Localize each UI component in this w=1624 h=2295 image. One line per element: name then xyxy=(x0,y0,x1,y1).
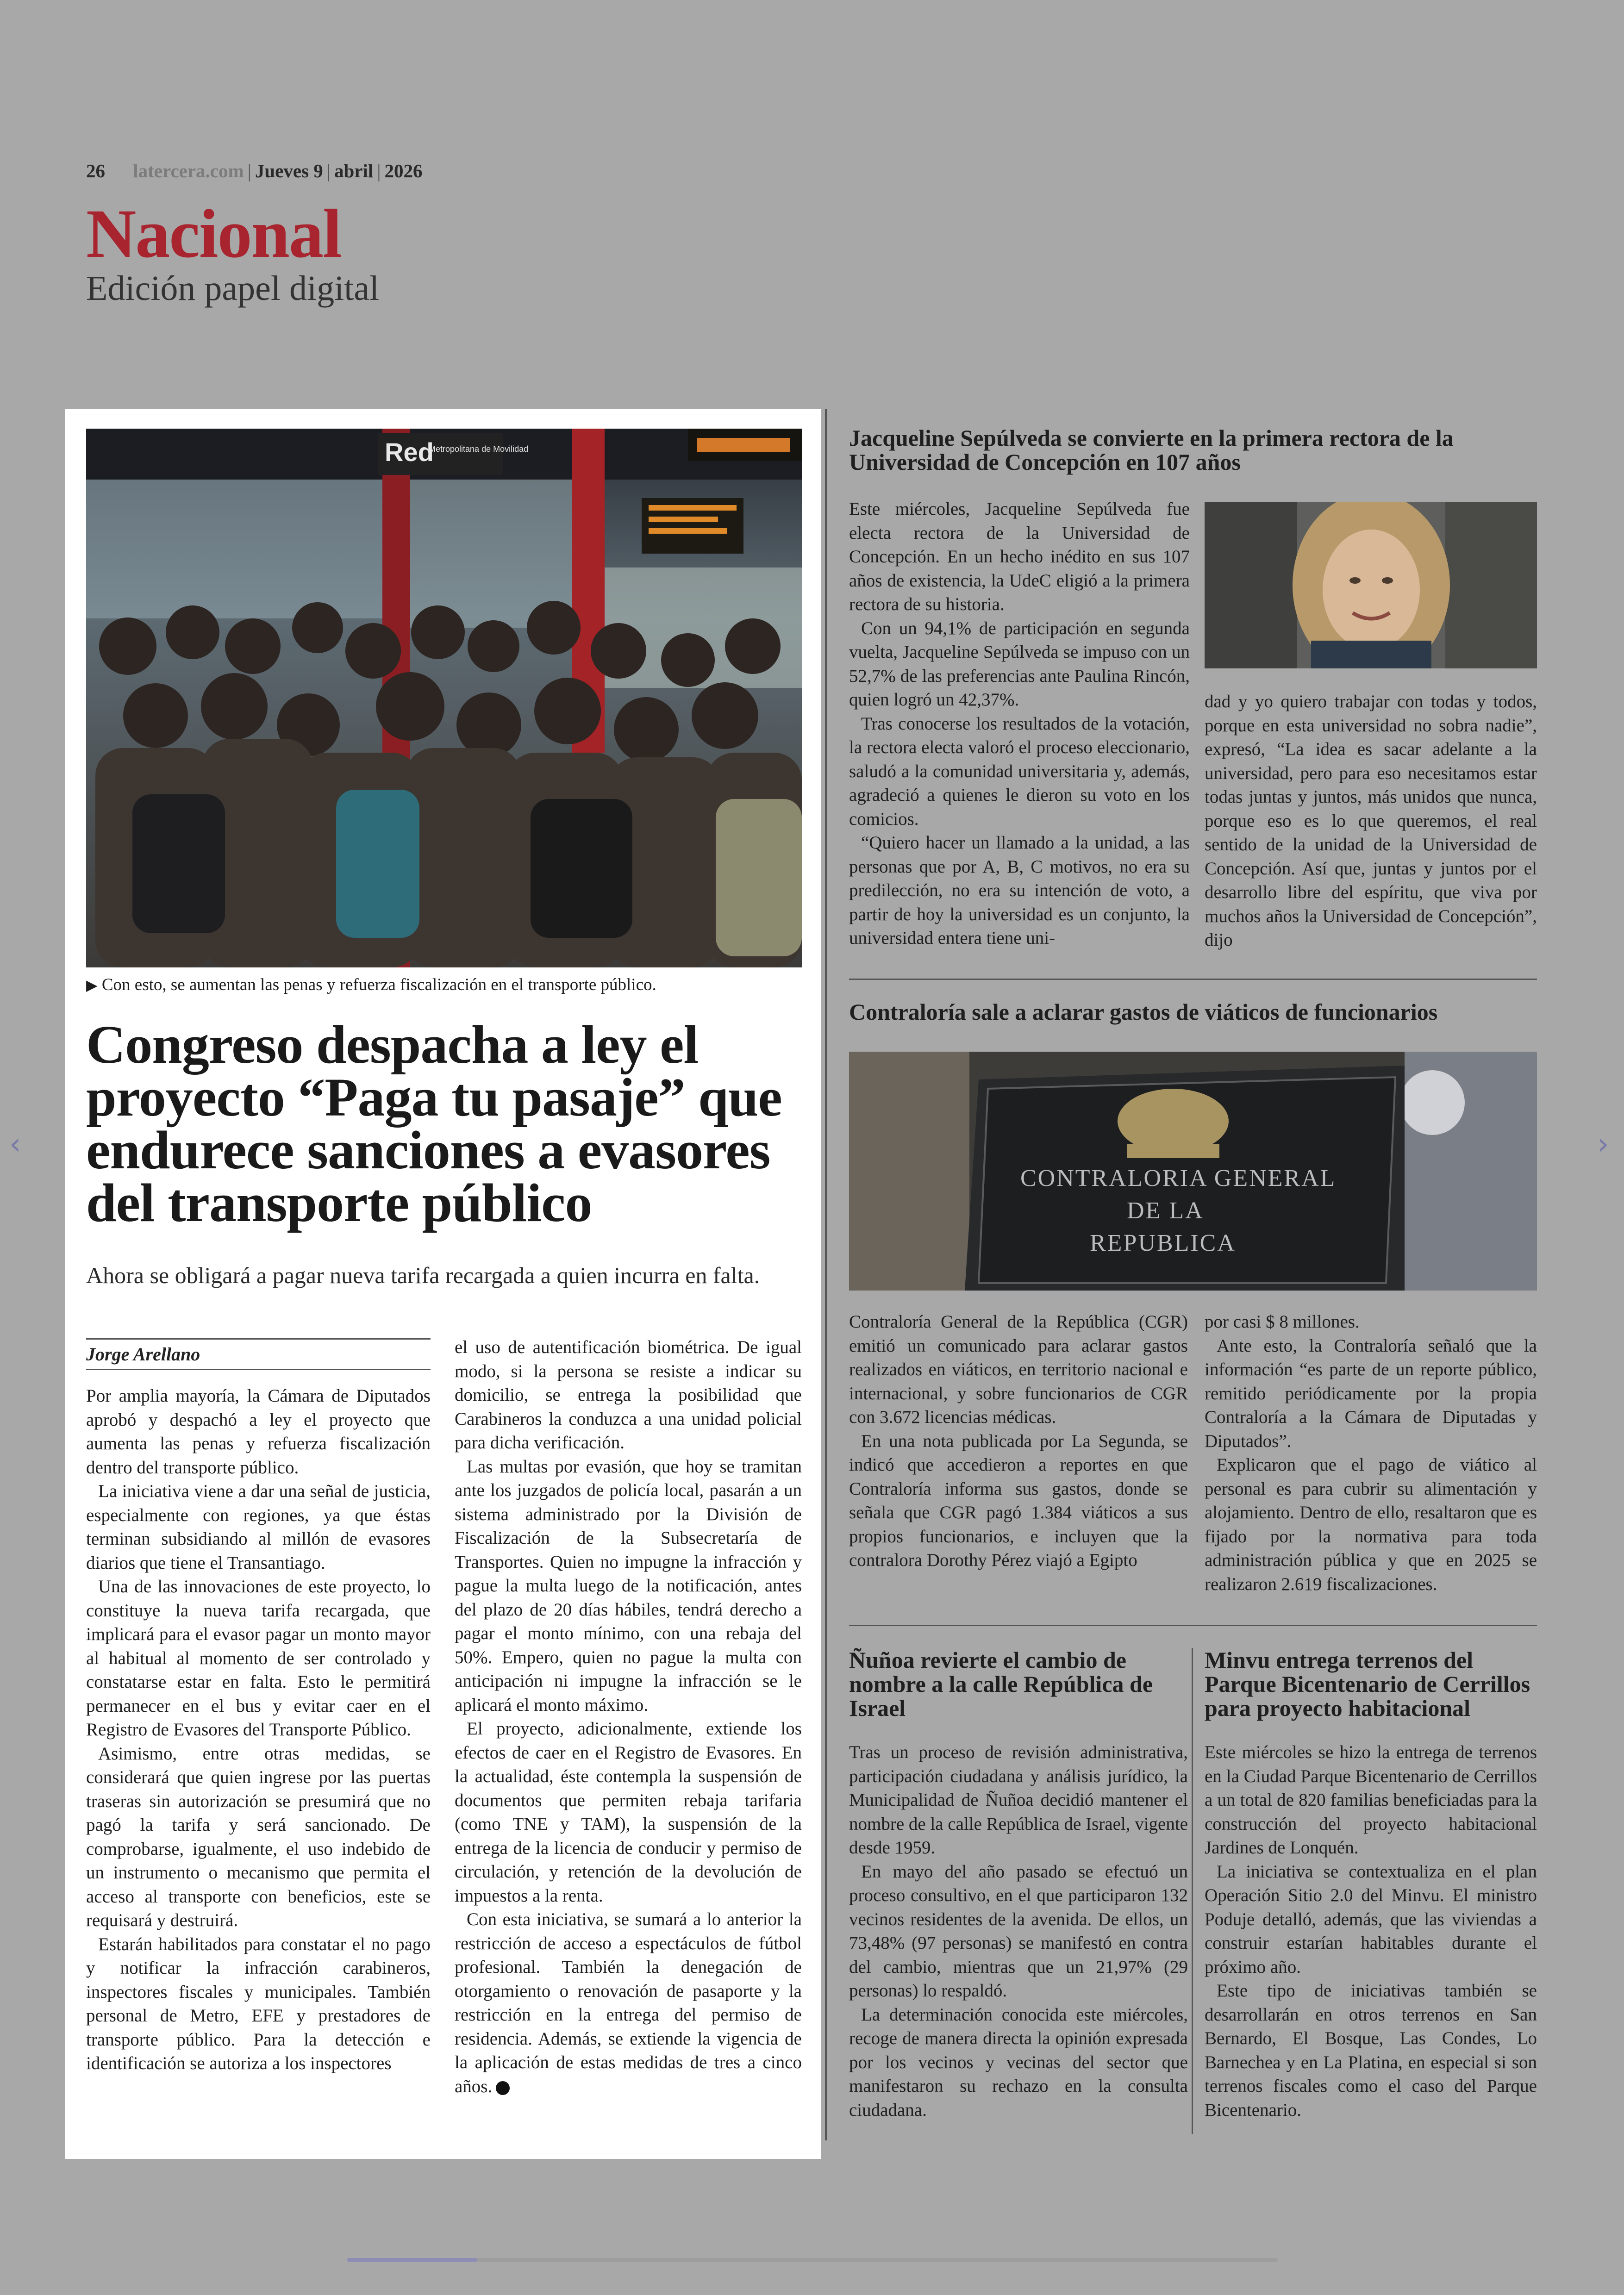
month: abril xyxy=(334,160,374,181)
section-rule xyxy=(849,979,1537,980)
rector-paragraph: Tras conocerse los resultados de la votación, la rectora electa valoró el proceso eleccionario, saludó a la comunidad universitaria y, además, agradeció a quienes le dieron su voto en los comicios. xyxy=(849,713,1190,829)
column-divider xyxy=(1192,1648,1193,2134)
rector-paragraph: Este miércoles, Jacqueline Sepúlveda fue electa rectora de la Universidad de Concepción. En un hecho inédito en sus 107 años de existencia, la UdeC eligió a la primera rectora de su historia. xyxy=(849,499,1190,614)
main-paragraph xyxy=(455,1908,802,2098)
svg-text:REPUBLICA: REPUBLICA xyxy=(1090,1230,1236,1256)
cgr-paragraph: Contraloría General de la República (CGR) emitió un comunicado para aclarar gastos realizados en viáticos, en territorio nacional e internacional, y sobre funcionarios de CGR con 3.672 licencias médicas. xyxy=(849,1312,1188,1427)
svg-text:DE LA: DE LA xyxy=(1127,1197,1204,1224)
page-number: 26 xyxy=(86,160,105,181)
contraloria-sign-photo xyxy=(849,1052,1537,1291)
section-rule xyxy=(849,1625,1537,1626)
main-paragraph: El proyecto, adicionalmente, extiende los efectos de caer en el Registro de Evasores. En la actualidad, éste contempla la suspensión de documentos que permiten rebaja tarifaria (como TNE y TAM), la suspensión de la entrega de la licencia de conducir y permiso de circulación, y retención de la devolución de impuestos a la renta. xyxy=(455,1719,802,1906)
cgr-paragraph: por casi $ 8 millones. xyxy=(1205,1312,1360,1332)
cgr-paragraph: Explicaron que el pago de viático al personal es para cubrir su alimentación y alojamiento. Dentro de ello, resaltaron que es fijado por la normativa para toda administración pública y que en 2025 se realizaron 2.619 fiscalizaciones. xyxy=(1205,1455,1537,1594)
minvu-headline: Minvu entrega terrenos del Parque Bicentenario de Cerrillos para proyecto habitacional xyxy=(1205,1647,1530,1721)
rector-paragraph: Con un 94,1% de participación en segunda vuelta, Jacqueline Sepúlveda se impuso con un 52,7% de las preferencias ante Paulina Rincón, quien logró un 42,37%. xyxy=(849,618,1190,710)
column-divider xyxy=(825,409,827,2140)
nunoa-paragraph: Tras un proceso de revisión administrativa, participación ciudadana y análisis jurídico, la Municipalidad de Ñuñoa decidió mantener el nombre de la calle República de Israel, vigente desde 1959. xyxy=(849,1742,1188,1858)
weekday: Jueves 9 xyxy=(255,160,323,181)
masthead: 26 latercera.com | Jueves 9 | abril | 2026 xyxy=(86,160,423,181)
nunoa-paragraph: La determinación conocida este miércoles, recoge de manera directa la opinión expresada por los vecinos y vecinas del sector que manifestaron su rechazo en la consulta ciudadana. xyxy=(849,2004,1188,2120)
rector-col2 xyxy=(1205,690,1537,952)
photo-sign-sub: Metropolitana de Movilidad xyxy=(429,444,529,454)
main-paragraph: Por amplia mayoría, la Cámara de Diputados aprobó y despachó a ley el proyecto que aumenta las penas y refuerza fiscalización dentro del transporte público. xyxy=(86,1386,431,1478)
caption-text: Con esto, se aumentan las penas y refuerza fiscalización en el transporte público. xyxy=(101,975,656,994)
main-article-col2 xyxy=(455,1335,802,2098)
cgr-paragraph: En una nota publicada por La Segunda, se indicó que accedieron a reportes en que Contraloría informa sus gastos, donde se señala que CGR pagó 1.384 viáticos a sus propios funcionarios, e incluyen que la contralora Dorothy Pérez viajó a Egipto xyxy=(849,1431,1188,1570)
bus-crowd-photo xyxy=(86,429,802,967)
chevron-right-icon[interactable]: › xyxy=(1597,1127,1609,1161)
main-paragraph: Asimismo, entre otras medidas, se considerará que quien ingrese por las puertas traseras sin autorización se presumirá que no pagó la tarifa y será sancionado. De comprobarse, igualmente, el uso indebido de un instrumento o mecanismo que permita el acceso al transporte con beneficios, este se requisará y destruirá. xyxy=(86,1743,431,1930)
edition-label: Edición papel digital xyxy=(86,269,380,308)
end-mark-icon xyxy=(496,2081,510,2095)
page-progress-track[interactable] xyxy=(347,2258,1278,2262)
byline-rule-bottom xyxy=(86,1369,431,1370)
rector-paragraph: dad y yo quiero trabajar con todas y todos, porque en esta universidad no sobra nadie”, expresó, “La idea es sacar adelante a la universidad, pero para eso necesitamos estar todas juntas y juntos, más unidos que nunca, porque eso es lo que queremos, el real sentido de la unidad de la Universidad de Concepción. Así que, juntas y juntos por el desarrollo libre del espíritu, que viva por muchos años la Universidad de Concepción”, dijo xyxy=(1205,692,1537,950)
main-paragraph: La iniciativa viene a dar una señal de justicia, especialmente con regiones, ya que éstas terminan subsidiando al millón de evasores diarios que tiene el Transantiago. xyxy=(86,1481,431,1573)
photo-sign: Red xyxy=(385,437,434,467)
rector-paragraph: “Quiero hacer un llamado a la unidad, a las personas que por A, B, C motivos, no era su predilección, no era su intención de voto, a partir de hoy la universidad es un conjunto, la universidad entera tiene uni- xyxy=(849,833,1190,948)
main-article-col1 xyxy=(86,1384,431,2076)
section-title: Nacional xyxy=(86,195,341,272)
minvu-paragraph: Este miércoles se hizo la entrega de terrenos en la Ciudad Parque Bicentenario de Cerrillos a un total de 820 familias beneficiadas para la construcción del proyecto habitacional Jardines de Lonquén. xyxy=(1205,1742,1537,1858)
site-name: latercera.com xyxy=(133,160,244,181)
year: 2026 xyxy=(384,160,423,181)
photo-caption xyxy=(86,975,802,995)
chevron-left-icon[interactable]: ‹ xyxy=(9,1127,21,1161)
nunoa-paragraph: En mayo del año pasado se efectuó un proceso consultivo, en el que participaron 132 vecinos residentes de la avenida. De ellos, un 73,48% (97 personas) se manifestó en contra del cambio, mientras que un 21,97% (29 personas) lo respaldó. xyxy=(849,1861,1188,2001)
main-headline: Congreso despacha a ley el proyecto “Paga tu pasaje” que endurece sanciones a evasores del transporte público xyxy=(86,1014,782,1233)
svg-text:CONTRALORIA GENERAL: CONTRALORIA GENERAL xyxy=(1020,1165,1337,1191)
rector-headline: Jacqueline Sepúlveda se convierte en la primera rectora de la Universidad de Concepción en 107 años xyxy=(849,425,1454,475)
main-paragraph: Las multas por evasión, que hoy se tramitan ante los juzgados de policía local, pasarán a un sistema administrado por la División de Fiscalización de la Subsecretaría de Transportes. Quien no impugne la infracción y pague la multa luego de la notificación, antes del plazo de 20 días hábiles, tendrá derecho a pagar el monto mínimo, con una rebaja del 50%. Empero, quien no pague la multa con anticipación ni impugne la infracción se le aplicará el monto máximo. xyxy=(455,1456,802,1715)
cgr-col1 xyxy=(849,1310,1188,1572)
main-paragraph: el uso de autentificación biométrica. De igual modo, si la persona se resiste a indicar su domicilio, se entrega la posibilidad que Carabineros la conduzca a una unidad policial para dicha verificación. xyxy=(455,1337,802,1453)
rector-portrait-photo xyxy=(1205,502,1537,668)
minvu-paragraph: La iniciativa se contextualiza en el plan Operación Sitio 2.0 del Minvu. El ministro Poduje detalló, además, que las viviendas a construir estarían habitables durante el próximo año. xyxy=(1205,1861,1537,1977)
cgr-headline: Contraloría sale a aclarar gastos de viáticos de funcionarios xyxy=(849,999,1438,1025)
caption-arrow-icon: ▶ xyxy=(86,976,98,994)
nunoa-body xyxy=(849,1740,1188,2122)
cgr-paragraph: Ante esto, la Contraloría señaló que la información “es parte de un reporte público, remitido periódicamente por la propia Contraloría a la Cámara de Diputadas y Diputados”. xyxy=(1205,1335,1537,1451)
main-paragraph: Una de las innovaciones de este proyecto, lo constituye la nueva tarifa recargada, que implicará para el evasor pagar un monto mayor al habitual al momento de ser controlado y constatarse estar en falta. Esto le permitirá permanecer en el bus y evitar caer en el Registro de Evasores del Transporte Público. xyxy=(86,1577,431,1740)
minvu-body xyxy=(1205,1740,1537,2122)
main-paragraph-text: Con esta iniciativa, se sumará a lo anterior la restricción de acceso a espectáculos de fútbol profesional. También la denegación de otorgamiento o renovación de pasaporte y la restricción en la entrega del permiso de residencia. Además, se extiende la vigencia de la aplicación de estas medidas de tres a cinco años. xyxy=(455,1909,802,2096)
main-paragraph: Estarán habilitados para constatar el no pago y notificar la infracción carabineros, inspectores fiscales y municipales. También personal de Metro, EFE y prestadores de transporte público. Para la detección e identificación se autoriza a los inspectores xyxy=(86,1934,431,2073)
cgr-col2 xyxy=(1205,1310,1537,1596)
page-progress-fill xyxy=(347,2258,477,2262)
main-deck: Ahora se obligará a pagar nueva tarifa recargada a quien incurra en falta. xyxy=(86,1262,760,1288)
byline: Jorge Arellano xyxy=(86,1344,200,1365)
nunoa-headline: Ñuñoa revierte el cambio de nombre a la calle República de Israel xyxy=(849,1647,1153,1721)
byline-rule-top xyxy=(86,1338,431,1340)
rector-col1 xyxy=(849,497,1190,950)
minvu-paragraph: Este tipo de iniciativas también se desarrollarán en otros terrenos en San Bernardo, El Bosque, Las Condes, Lo Barnechea y en La Platina, en especial si son terrenos fiscales como el caso del Parque Bicentenario. xyxy=(1205,1981,1537,2120)
